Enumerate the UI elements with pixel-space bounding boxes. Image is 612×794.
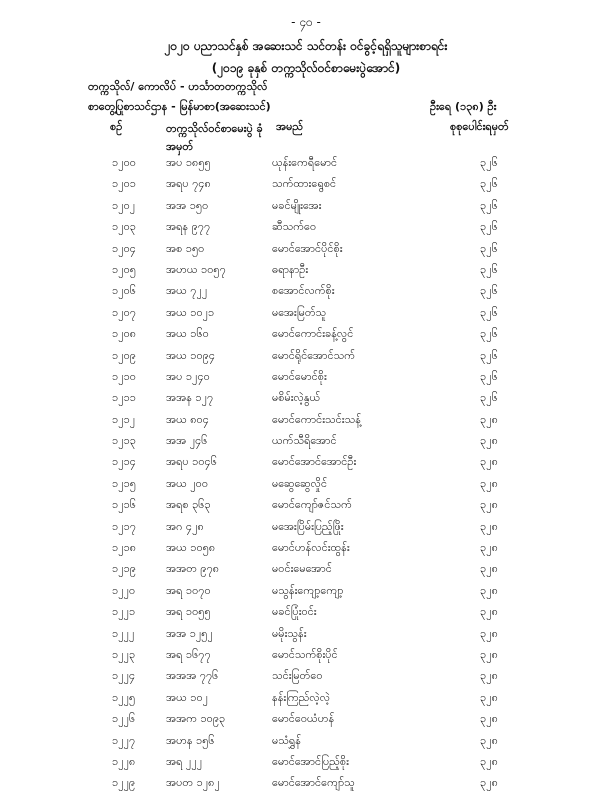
total-marks: ၃၂၆ <box>480 284 498 298</box>
student-name: မောင်သက်စိုးပိုင် <box>272 647 338 661</box>
table-row <box>0 280 612 301</box>
roll-number: အပ ၁၂၄၀ <box>166 369 210 383</box>
header-total-marks: စုစုပေါင်းရမှတ် <box>450 120 509 133</box>
total-marks: ၃၂၆ <box>480 241 498 255</box>
student-name: မခင်ပြုံးဝင်း <box>272 605 317 619</box>
roll-number: အယ ၁၀၅၈ <box>166 541 216 555</box>
student-name: မသံရွှန် <box>272 733 301 747</box>
total-marks: ၃၂၈ <box>480 498 498 512</box>
table-row <box>0 238 612 259</box>
roll-number: အယ ၁၆၀ <box>166 327 209 341</box>
total-marks: ၃၂၆ <box>480 369 498 383</box>
table-row <box>0 409 612 430</box>
total-marks: ၃၂၈ <box>480 434 498 448</box>
student-name: ဓရာနာဦး <box>272 262 309 276</box>
student-name: သင်းမြတ်ဝေ <box>272 669 323 683</box>
table-row <box>0 451 612 472</box>
student-name: မမိုးသွန်း <box>272 626 307 640</box>
roll-number: အအက ၁၀၉၃ <box>166 712 226 726</box>
student-name: မဆွေဆွေလှိုင် <box>272 476 328 490</box>
student-name: သက်ထားရွေစင် <box>272 177 337 191</box>
roll-number: အပ ၁၈၅၅ <box>166 156 211 169</box>
roll-number: အယ ၈၀၄ <box>166 412 209 426</box>
row-number: ၁၂၂၃ <box>112 647 136 661</box>
total-marks: ၃၂၈ <box>480 476 498 490</box>
total-marks: ၃၂၈ <box>480 605 498 619</box>
row-number: ၁၂၂၆ <box>112 712 136 726</box>
row-number: ၁၂၂၂ <box>112 626 135 640</box>
table-row <box>0 473 612 494</box>
student-name: မောင်ရိုင်အောင်သက် <box>272 348 355 362</box>
header-roll-number: တက္ကသိုလ်ဝင်စာမေးပွဲ ခုံအမှတ် <box>166 122 263 153</box>
roll-number: အရစ ၃၆၃ <box>166 498 211 512</box>
total-marks: ၃၂၈ <box>480 583 498 597</box>
table-row <box>0 152 612 173</box>
total-marks: ၃၂၈ <box>480 690 498 704</box>
table-row <box>0 366 612 387</box>
header-name: အမည် <box>276 120 304 133</box>
row-number: ၁၂၀၅ <box>112 262 136 276</box>
roll-number: အယ ၇၂၂ <box>166 284 208 298</box>
total-marks: ၃၂၆ <box>480 177 498 191</box>
roll-number: အရပ ၇၄၈ <box>166 177 211 191</box>
row-number: ၁၂၀၁ <box>112 177 136 191</box>
roll-number: အစ ၁၅၀ <box>166 241 205 255</box>
student-name: မောင်မောင်စိုး <box>272 369 327 383</box>
row-number: ၁၂၀၂ <box>112 198 136 212</box>
total-marks: ၃၂၆ <box>480 156 498 169</box>
table-row <box>0 623 612 644</box>
roll-number: အယ ၁၀၂ <box>166 690 209 704</box>
roll-number: အရပ ၁၀၄၆ <box>166 455 217 469</box>
row-number: ၁၂၁၃ <box>112 434 136 448</box>
table-row <box>0 195 612 216</box>
total-marks: ၃၂၈ <box>480 776 498 790</box>
row-number: ၁၂၁၀ <box>112 369 136 383</box>
student-name: မစိမ်းလဲ့နွယ် <box>272 391 321 405</box>
roll-number: အရ ၁၀၇၀ <box>166 583 211 597</box>
row-number: ၁၂၀၀ <box>112 156 136 169</box>
row-number: ၁၂၁၂ <box>112 412 136 426</box>
total-marks: ၃၂၈ <box>480 733 498 747</box>
total-marks: ၃၂၆ <box>480 262 498 276</box>
total-marks: ၃၂၈ <box>480 541 498 555</box>
row-number: ၁၂၁၈ <box>112 541 137 555</box>
total-marks: ၃၂၈ <box>480 669 498 683</box>
total-marks: ၃၂၆ <box>480 305 498 319</box>
table-row <box>0 259 612 280</box>
total-marks: ၃၂၈ <box>480 647 498 661</box>
total-marks: ၃၂၆ <box>480 327 498 341</box>
total-marks: ၃၂၈ <box>480 712 498 726</box>
total-marks: ၃၂၈ <box>480 519 498 533</box>
roll-number: အအအ ၇၇၆ <box>166 669 219 683</box>
student-name: မခင်မျိုးအေး <box>272 198 322 212</box>
total-marks: ၃၂၈ <box>480 412 498 426</box>
table-row <box>0 580 612 601</box>
student-name: မောင်ဝေယံဟန် <box>272 712 335 726</box>
header-no: စဉ် <box>110 120 123 133</box>
total-marks: ၃၂၈ <box>480 455 498 469</box>
table-row <box>0 537 612 558</box>
roll-number: အဟယ ၁၀၅၇ <box>166 262 226 276</box>
row-number: ၁၂၀၄ <box>112 241 136 255</box>
row-number: ၁၂၁၉ <box>112 562 136 576</box>
total-marks: ၃၂၈ <box>480 562 498 576</box>
total-marks: ၃၂၆ <box>480 220 498 234</box>
table-row <box>0 345 612 366</box>
student-name: မောင်ကောင်းခန့်လွင် <box>272 327 354 341</box>
row-number: ၁၂၂၇ <box>112 733 136 747</box>
row-number: ၁၂၁၁ <box>112 391 136 405</box>
row-number: ၁၂၀၉ <box>112 348 136 362</box>
row-number: ၁၂၂၅ <box>112 690 136 704</box>
student-name: စအောင်လက်စိုး <box>272 284 335 298</box>
university-line: တက္ကသိုလ်/ ကောလိပ် - ဟင်္သာတတက္ကသိုလ် <box>88 80 268 93</box>
table-row <box>0 644 612 665</box>
student-name: ယက်သီရိအောင် <box>272 434 337 448</box>
row-number: ၁၂၁၅ <box>112 476 136 490</box>
table-row <box>0 216 612 237</box>
total-marks: ၃၂၈ <box>480 626 498 640</box>
table-row <box>0 665 612 686</box>
student-name: မောင်အောင်အောင်ဦး <box>272 455 357 469</box>
table-row <box>0 173 612 194</box>
roll-number: အယ ၂၀၀ <box>166 476 209 490</box>
table-row <box>0 730 612 751</box>
roll-number: အပတ ၁၂၈၂ <box>166 776 220 790</box>
student-name: မအေးမြတ်သူ <box>272 305 327 319</box>
student-name: မသွန်းကျော့ကျော့ <box>272 583 344 597</box>
page-number: - ၄၀ - <box>291 15 321 29</box>
row-number: ၁၂၀၈ <box>112 327 137 341</box>
roll-number: အရ ၂၂၂ <box>166 754 203 768</box>
roll-number: အအ ၁၂၅၂ <box>166 626 213 640</box>
row-number: ၁၂၂၄ <box>112 669 136 683</box>
table-row <box>0 772 612 793</box>
table-row <box>0 494 612 515</box>
document-subtitle: (၂၀၁၉ ခုနှစ် တက္ကသိုလ်ဝင်စာမေးပွဲအောင်) <box>211 61 401 75</box>
student-name: မောင်ကျော်ဇင်သက် <box>272 498 352 512</box>
table-row <box>0 601 612 622</box>
row-number: ၁၂၂၀ <box>112 583 136 597</box>
roll-number: အရ ၁၆၇၇ <box>166 647 211 661</box>
student-name: နန်းကြည်လဲ့လဲ့ <box>272 690 331 704</box>
student-name: မအေးပြိမ်းပြည့်ဖြိုး <box>272 519 344 533</box>
quota-line: ဦးရေ (၁၃၈) ဦး <box>430 100 497 113</box>
roll-number: အရ ၁၀၅၅ <box>166 605 211 619</box>
row-number: ၁၂၂၈ <box>112 754 136 768</box>
student-name: မောင်အောင်ကျော်သူ <box>272 776 355 790</box>
exam-center-line: စာတွေ့ပြုစာသင်ဌာန - မြန်မာစာ(အဆေးသင်) <box>88 100 271 113</box>
results-table <box>0 152 612 794</box>
row-number: ၁၂၀၇ <box>112 305 136 319</box>
row-number: ၁၂၂၉ <box>112 776 136 790</box>
row-number: ၁၂၁၆ <box>112 498 136 512</box>
student-name: ယုန်းကေရီမောင် <box>272 156 338 169</box>
table-row <box>0 323 612 344</box>
roll-number: အအန ၁၂၇ <box>166 391 214 405</box>
roll-number: အအ ၂၄၆ <box>166 434 208 448</box>
row-number: ၁၂၂၁ <box>112 605 136 619</box>
row-number: ၁၂၁၇ <box>112 519 136 533</box>
total-marks: ၃၂၆ <box>480 348 498 362</box>
student-name: မဝင်းမေအောင် <box>272 562 332 576</box>
student-name: မောင်အောင်ပြည့်စိုး <box>272 754 349 768</box>
table-row <box>0 687 612 708</box>
student-name: မောင်အောင်ပိုင်စိုး <box>272 241 343 255</box>
roll-number: အအ ၁၅၀ <box>166 198 209 212</box>
total-marks: ၃၂၆ <box>480 391 498 405</box>
roll-number: အအတ ၉၇၈ <box>166 562 220 576</box>
student-name: မောင်ကောင်းသင်းသန့် <box>272 412 361 426</box>
roll-number: အဟန ၁၅၆ <box>166 733 215 747</box>
table-row <box>0 302 612 323</box>
table-row <box>0 387 612 408</box>
table-row <box>0 516 612 537</box>
roll-number: အယ ၁၀၂၁ <box>166 305 215 319</box>
roll-number: အရန ၉၇၇ <box>166 220 211 234</box>
document-title: ၂၀၂၀ ပညာသင်နှစ် အဆေးသင် သင်တန်း ဝင်ခွင့်ရရှိသူများစာရင်း <box>164 39 448 53</box>
roll-number: အဂ ၄၂၈ <box>166 519 204 533</box>
row-number: ၁၂၀၆ <box>112 284 136 298</box>
table-row <box>0 430 612 451</box>
total-marks: ၃၂၈ <box>480 754 498 768</box>
total-marks: ၃၂၆ <box>480 198 498 212</box>
student-name: မောင်ဟန်လင်းထွန်း <box>272 541 350 555</box>
row-number: ၁၂၁၄ <box>112 455 136 469</box>
table-row <box>0 558 612 579</box>
table-row <box>0 751 612 772</box>
table-row <box>0 708 612 729</box>
student-name: ဆီသက်ဝေ <box>272 220 317 234</box>
row-number: ၁၂၀၃ <box>112 220 136 234</box>
roll-number: အယ ၁၀၉၄ <box>166 348 216 362</box>
